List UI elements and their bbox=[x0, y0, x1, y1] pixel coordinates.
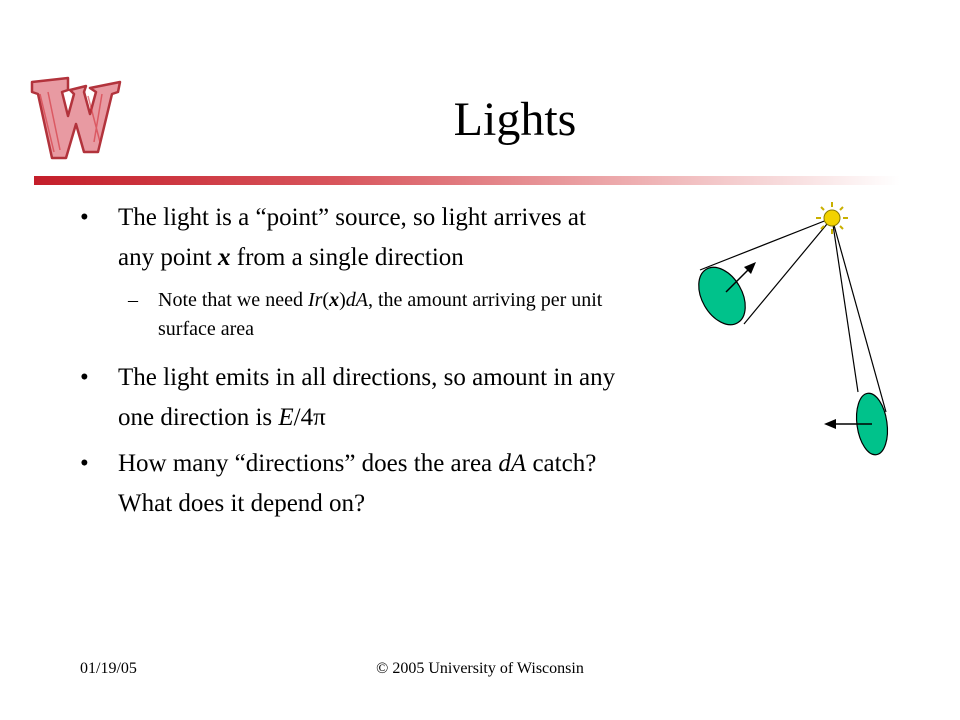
bullet-marker: • bbox=[80, 450, 89, 477]
cone-line bbox=[700, 218, 832, 270]
bullet-text: How many “directions” does the area bbox=[118, 450, 499, 477]
cone-line bbox=[832, 218, 858, 392]
sub-bullet-var-x: x bbox=[329, 289, 340, 311]
bullet-var-e: E bbox=[278, 404, 294, 431]
sub-bullet-paren: ) bbox=[339, 289, 346, 311]
footer-date: 01/19/05 bbox=[80, 660, 137, 677]
bullet-text: from a single direction bbox=[230, 244, 464, 271]
slide-title: Lights bbox=[453, 93, 577, 146]
bullet-text: The light emits in all directions, so amount in any one direction is bbox=[118, 364, 616, 431]
bullet-point-source bbox=[80, 198, 625, 278]
bullet-var-x: x bbox=[218, 244, 231, 271]
bullet-marker: • bbox=[80, 204, 89, 231]
sub-bullet-var-ir: Ir bbox=[307, 289, 323, 311]
point-light-diagram bbox=[686, 192, 906, 472]
sub-bullet-var-da: dA bbox=[345, 289, 368, 311]
bullet-var-da: dA bbox=[498, 450, 527, 477]
sub-bullet-marker: – bbox=[128, 289, 138, 311]
cone-line bbox=[832, 218, 886, 412]
sun-light-icon bbox=[816, 202, 848, 234]
sub-bullet-paren: ( bbox=[322, 289, 330, 311]
surface-patch-upper bbox=[689, 259, 755, 333]
bullet-list bbox=[80, 198, 625, 530]
bullet-directions-question bbox=[80, 444, 625, 524]
sub-bullet-irradiance-note bbox=[80, 286, 625, 344]
sub-bullet-text: , the amount arriving per unit surface area bbox=[158, 289, 603, 340]
bullet-symbol-pi: π bbox=[313, 404, 326, 431]
arrowhead-icon bbox=[824, 419, 836, 429]
bullet-text: /4 bbox=[293, 404, 314, 431]
bullet-text: catch? What does it depend on? bbox=[118, 450, 597, 517]
bullet-emits-all-directions bbox=[80, 358, 625, 438]
cone-line bbox=[744, 218, 832, 324]
title-underline-rule bbox=[34, 176, 900, 185]
bullet-marker: • bbox=[80, 364, 89, 391]
sub-bullet-text: Note that we need bbox=[158, 289, 308, 311]
bullet-text: The light is a “point” source, so light arrives at any point bbox=[118, 204, 586, 271]
footer-copyright: © 2005 University of Wisconsin bbox=[376, 660, 584, 677]
